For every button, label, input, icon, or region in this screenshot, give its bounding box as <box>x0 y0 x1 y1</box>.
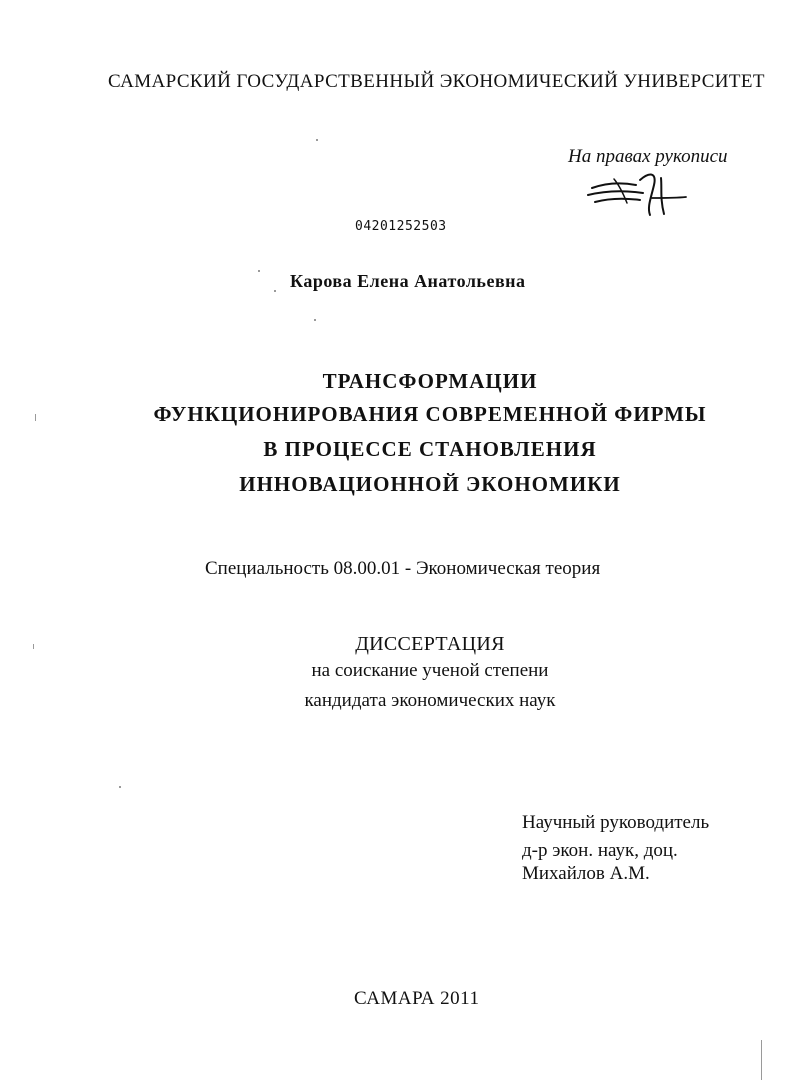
scan-speck <box>35 414 36 421</box>
degree-line-2: кандидата экономических наук <box>304 690 556 711</box>
registration-code: 04201252503 <box>355 219 447 234</box>
author-name: Карова Елена Анатольевна <box>290 271 526 291</box>
manuscript-rights-note: На правах рукописи <box>568 146 728 167</box>
university-name: САМАРСКИЙ ГОСУДАРСТВЕННЫЙ ЭКОНОМИЧЕСКИЙ УНИВЕРСИТЕТ <box>108 71 765 92</box>
advisor-line-2: д-р экон. наук, доц. <box>522 840 678 861</box>
title-line-3: В ПРОЦЕССЕ СТАНОВЛЕНИЯ <box>263 437 597 461</box>
scan-speck <box>274 290 276 292</box>
title-line-2: ФУНКЦИОНИРОВАНИЯ СОВРЕМЕННОЙ ФИРМЫ <box>153 402 707 426</box>
handwritten-signature-icon <box>580 168 692 220</box>
advisor-line-1: Научный руководитель <box>522 812 710 833</box>
scan-speck <box>119 786 121 788</box>
scan-speck <box>258 270 260 272</box>
specialty-line: Специальность 08.00.01 - Экономическая теория <box>205 558 601 579</box>
scan-speck <box>33 644 34 649</box>
title-line-1: ТРАНСФОРМАЦИИ <box>322 369 538 393</box>
scan-speck <box>314 319 316 321</box>
scan-speck <box>761 1040 762 1080</box>
advisor-line-3: Михайлов А.М. <box>522 863 650 884</box>
degree-line-1: на соискание ученой степени <box>311 660 549 681</box>
city-year: САМАРА 2011 <box>354 988 480 1009</box>
scan-speck <box>316 139 318 141</box>
title-line-4: ИННОВАЦИОННОЙ ЭКОНОМИКИ <box>239 472 621 496</box>
dissertation-label: ДИССЕРТАЦИЯ <box>355 633 505 655</box>
